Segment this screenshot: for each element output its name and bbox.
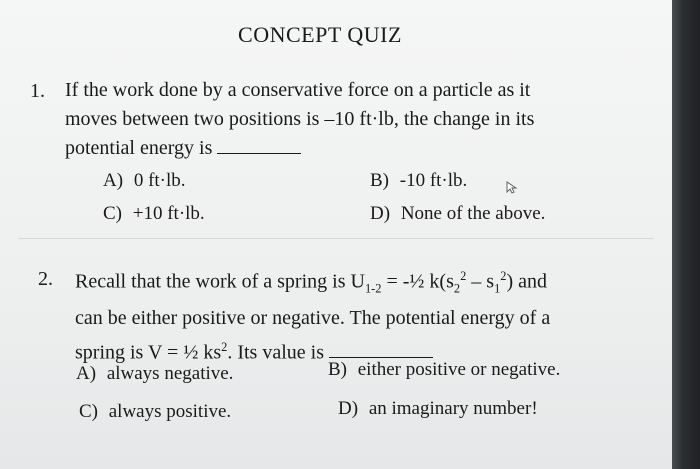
answer-blank-2 — [329, 356, 433, 358]
q2-line-1-suffix: ) and — [506, 270, 548, 293]
quiz-title: CONCEPT QUIZ — [238, 22, 402, 47]
q2-line-3-prefix: spring is V = ½ ks — [75, 341, 222, 364]
q1-option-a-label: A) — [103, 170, 124, 191]
q2-u-subscript: 1-2 — [364, 281, 382, 296]
mouse-pointer-icon — [505, 181, 519, 195]
q2-option-b-text: either positive or negative. — [357, 359, 561, 380]
q2-option-c[interactable] — [79, 401, 231, 423]
q1-option-b[interactable] — [370, 170, 467, 192]
q2-option-c-text: always positive. — [108, 401, 232, 422]
q1-option-b-label: B) — [370, 170, 389, 191]
q1-option-d-label: D) — [370, 203, 391, 224]
q2-line-1-eq: = -½ k(s — [381, 270, 454, 293]
q2-ks-superscript: 2 — [221, 339, 228, 354]
q2-s1-superscript: 2 — [500, 269, 507, 283]
q2-option-c-label: C) — [79, 401, 98, 422]
question-1-number: 1. — [30, 80, 45, 102]
question-1-text — [65, 76, 655, 163]
q2-line-1-prefix: Recall that the work of a spring is U — [75, 270, 365, 293]
q2-s2-superscript: 2 — [460, 269, 467, 283]
q1-option-c[interactable] — [103, 203, 205, 225]
question-1-line-3-text: potential energy is — [65, 137, 213, 159]
q2-option-d-label: D) — [338, 398, 359, 419]
q2-s2-subscript: 2 — [453, 281, 461, 296]
q2-line-1-minus: – s — [466, 270, 495, 293]
question-2-text — [75, 262, 655, 367]
question-1-line-1: If the work done by a conservative force on a particle as it — [65, 79, 531, 101]
q2-option-b-label: B) — [328, 359, 347, 380]
question-1-line-3 — [65, 134, 655, 163]
q1-option-a[interactable] — [103, 170, 186, 192]
q1-option-c-label: C) — [103, 203, 122, 224]
q2-option-d[interactable] — [338, 398, 538, 420]
question-1-line-2: moves between two positions is –10 ft·lb, the change in its — [65, 108, 535, 130]
q2-option-a-label: A) — [76, 363, 97, 384]
question-2-number: 2. — [38, 268, 53, 290]
q2-s1-subscript: 1 — [494, 281, 501, 296]
q1-option-d-text: None of the above. — [400, 203, 546, 224]
monitor-bezel — [672, 0, 700, 469]
q2-option-a-text: always negative. — [106, 363, 234, 384]
q1-option-a-text: 0 ft·lb. — [133, 170, 186, 191]
question-divider — [18, 238, 654, 239]
answer-blank-1 — [217, 152, 301, 154]
q2-option-b[interactable] — [328, 359, 560, 381]
q1-option-d[interactable] — [370, 203, 545, 225]
q1-option-b-text: -10 ft·lb. — [399, 170, 468, 191]
q2-line-3-suffix: . Its value is — [227, 341, 324, 364]
q1-option-c-text: +10 ft·lb. — [132, 203, 205, 224]
question-2-line-1 — [75, 262, 655, 304]
question-2-line-2: can be either positive or negative. The potential energy of a — [75, 306, 551, 329]
q2-option-d-text: an imaginary number! — [368, 398, 538, 419]
q2-option-a[interactable] — [76, 363, 233, 385]
